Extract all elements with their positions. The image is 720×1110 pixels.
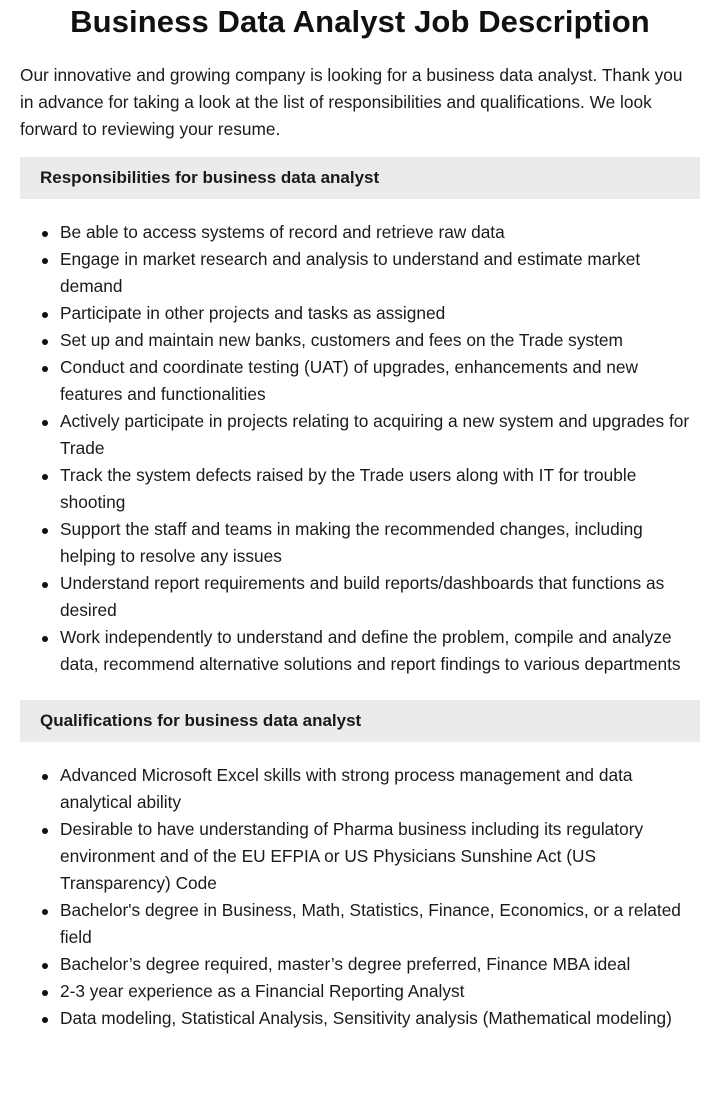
list-item-text: Work independently to understand and define the problem, compile and analyze data, recommend alternative solutions and report findings to various departments — [60, 627, 681, 674]
list-item — [20, 219, 700, 246]
list-item-text: Be able to access systems of record and retrieve raw data — [60, 222, 505, 242]
responsibilities-list — [20, 219, 700, 678]
list-item — [20, 816, 700, 897]
list-item — [20, 354, 700, 408]
qualifications-list — [20, 762, 700, 1032]
bullet-icon — [42, 828, 48, 834]
list-item — [20, 327, 700, 354]
list-item — [20, 978, 700, 1005]
list-item — [20, 516, 700, 570]
list-item-text: Understand report requirements and build reports/dashboards that functions as desired — [60, 573, 665, 620]
list-item-text: Track the system defects raised by the Trade users along with IT for trouble shooting — [60, 465, 637, 512]
list-item-text: 2-3 year experience as a Financial Reporting Analyst — [60, 981, 465, 1001]
bullet-icon — [42, 963, 48, 969]
bullet-icon — [42, 312, 48, 318]
list-item — [20, 951, 700, 978]
intro-paragraph: Our innovative and growing company is looking for a business data analyst. Thank you in advance for taking a look at the list of responsibilities and qualifications. We look forward to reviewing your resume. — [20, 65, 683, 139]
list-item — [20, 624, 700, 678]
responsibilities-heading: Responsibilities for business data analyst — [20, 157, 700, 199]
bullet-icon — [42, 990, 48, 996]
list-item-text: Set up and maintain new banks, customers and fees on the Trade system — [60, 330, 623, 350]
qualifications-heading: Qualifications for business data analyst — [20, 700, 700, 742]
list-item-text: Engage in market research and analysis to understand and estimate market demand — [60, 249, 641, 296]
bullet-icon — [42, 420, 48, 426]
bullet-icon — [42, 909, 48, 915]
list-item-text: Advanced Microsoft Excel skills with strong process management and data analytical ability — [60, 765, 633, 812]
bullet-icon — [42, 474, 48, 480]
list-item-text: Bachelor's degree in Business, Math, Statistics, Finance, Economics, or a related field — [60, 900, 681, 947]
bullet-icon — [42, 636, 48, 642]
list-item — [20, 1005, 700, 1032]
list-item-text: Data modeling, Statistical Analysis, Sensitivity analysis (Mathematical modeling) — [60, 1008, 672, 1028]
bullet-icon — [42, 582, 48, 588]
list-item-text: Bachelor’s degree required, master’s degree preferred, Finance MBA ideal — [60, 954, 631, 974]
bullet-icon — [42, 231, 48, 237]
list-item — [20, 300, 700, 327]
bullet-icon — [42, 528, 48, 534]
list-item — [20, 897, 700, 951]
list-item — [20, 408, 700, 462]
bullet-icon — [42, 774, 48, 780]
list-item-text: Support the staff and teams in making the recommended changes, including helping to resolve any issues — [60, 519, 643, 566]
list-item — [20, 570, 700, 624]
page-title: Business Data Analyst Job Description — [70, 4, 650, 39]
list-item-text: Desirable to have understanding of Pharma business including its regulatory environment and of the EU EFPIA or US Physicians Sunshine Act (US Transparency) Code — [60, 819, 644, 893]
list-item — [20, 462, 700, 516]
bullet-icon — [42, 339, 48, 345]
list-item-text: Actively participate in projects relating to acquiring a new system and upgrades for Trade — [60, 411, 690, 458]
list-item-text: Conduct and coordinate testing (UAT) of upgrades, enhancements and new features and functionalities — [60, 357, 638, 404]
list-item-text: Participate in other projects and tasks as assigned — [60, 303, 446, 323]
bullet-icon — [42, 258, 48, 264]
list-item — [20, 762, 700, 816]
list-item — [20, 246, 700, 300]
bullet-icon — [42, 366, 48, 372]
bullet-icon — [42, 1017, 48, 1023]
